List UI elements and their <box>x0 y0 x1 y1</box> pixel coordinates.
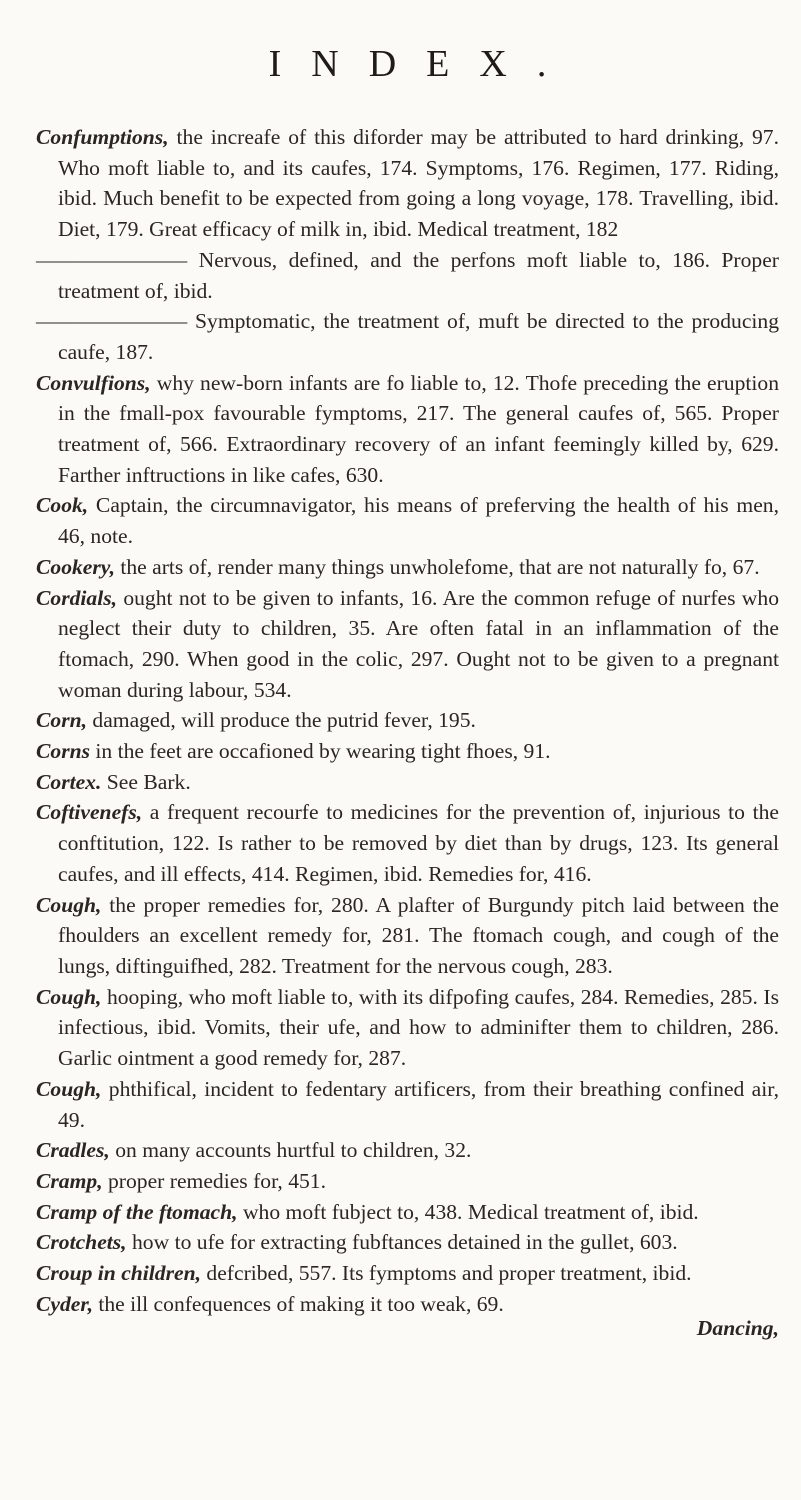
entry-text: Captain, the circumnavigator, his means of preferving the health of his men, 46, note. <box>58 493 779 549</box>
index-entry <box>36 1227 779 1258</box>
index-entry <box>36 306 779 367</box>
entry-text: the ill confequences of making it too weak, 69. <box>92 1291 504 1316</box>
entry-text: a frequent recourfe to medicines for the prevention of, injurious to the conftitution, 122. Is rather to be removed by diet than by drugs, 123. Its general caufes, and ill effects, 414. Regimen, ibid. Remedies for, 416. <box>58 800 779 886</box>
index-entry <box>36 1074 779 1135</box>
entry-headword: Cough, <box>36 892 102 917</box>
entry-text: on many accounts hurtful to children, 32. <box>109 1138 472 1163</box>
entry-headword: Cook, <box>36 493 89 518</box>
entry-headword: Corn, <box>36 708 88 733</box>
entry-text: who moft fubject to, 438. Medical treatment of, ibid. <box>237 1199 699 1224</box>
entry-text: the increafe of this diforder may be attributed to hard drinking, 97. Who moft liable to, and its caufes, 174. Symptoms, 176. Regimen, 177. Riding, ibid. Much benefit to be expected from going a long voyage, 178. Travelling, ibid. Diet, 179. Great efficacy of milk in, ibid. Medical treatment, 182 <box>58 125 779 242</box>
entry-text: the arts of, render many things unwholefome, that are not naturally fo, 67. <box>114 554 760 579</box>
index-entry <box>36 583 779 706</box>
entry-headword: Croup in children, <box>36 1261 202 1286</box>
index-entry <box>36 982 779 1074</box>
entry-headword: Cradles, <box>36 1138 110 1163</box>
index-entry <box>36 245 779 306</box>
index-entry <box>36 490 779 551</box>
entry-text: in the feet are occafioned by wearing tight fhoes, 91. <box>90 739 551 764</box>
entry-text: phthifical, incident to fedentary artificers, from their breathing confined air, 49. <box>58 1076 779 1132</box>
entry-text: Nervous, defined, and the perfons moft liable to, 186. Proper treatment of, ibid. <box>58 247 779 303</box>
index-entry <box>36 797 779 889</box>
entry-headword: Cramp, <box>36 1168 103 1193</box>
entry-text: why new-born infants are fo liable to, 12. Thofe preceding the eruption in the fmall-pox favourable fymptoms, 217. The general caufes of, 565. Proper treatment of, 566. Extraordinary recovery of an infant feemingly killed by, 629. Farther inftructions in like cafes, 630. <box>58 370 779 487</box>
index-entry <box>36 552 779 583</box>
entry-text: how to ufe for extracting fubftances detained in the gullet, 603. <box>126 1230 678 1255</box>
index-entries <box>36 122 779 1319</box>
index-entry <box>36 736 779 767</box>
entry-text: defcribed, 557. Its fymptoms and proper treatment, ibid. <box>201 1261 692 1286</box>
entry-headword: Cookery, <box>36 554 115 579</box>
entry-headword: Cough, <box>36 984 102 1009</box>
entry-headword: Cough, <box>36 1076 102 1101</box>
entry-headword: Corns <box>36 739 91 764</box>
entry-headword: Cortex. <box>36 769 102 794</box>
entry-text: Symptomatic, the treatment of, muft be directed to the producing caufe, 187. <box>58 309 779 364</box>
index-entry <box>36 890 779 982</box>
entry-headword: Convulfions, <box>36 370 151 395</box>
index-entry <box>36 368 779 491</box>
page-title: INDEX. <box>268 43 577 85</box>
entry-headword: ——————— <box>36 247 188 272</box>
entry-headword: Cramp of the ftomach, <box>36 1199 238 1224</box>
entry-text: proper remedies for, 451. <box>102 1168 327 1193</box>
index-entry <box>36 1197 779 1228</box>
entry-headword: Cyder, <box>36 1291 93 1316</box>
entry-text: damaged, will produce the putrid fever, 195. <box>87 708 476 733</box>
entry-text: the proper remedies for, 280. A plafter of Burgundy pitch laid between the fhoulders an excellent remedy for, 281. The ftomach cough, and cough of the lungs, diftinguifhed, 282. Treatment for the nervous cough, 283. <box>58 892 779 978</box>
index-entry <box>36 767 779 798</box>
index-entry <box>36 1135 779 1166</box>
index-entry <box>36 1258 779 1289</box>
index-entry <box>36 122 779 245</box>
entry-headword: Confumptions, <box>36 125 169 149</box>
entry-text: ought not to be given to infants, 16. Are the common refuge of nurfes who neglect their duty to children, 35. Are often fatal in an inflammation of the ftomach, 290. When good in the colic, 297. Ought not to be given to a pregnant woman during labour, 534. <box>58 585 779 702</box>
entry-headword: Cordials, <box>36 585 117 610</box>
entry-text: hooping, who moft liable to, with its difpofing caufes, 284. Remedies, 285. Is infectious, ibid. Vomits, their ufe, and how to adminifter them to children, 286. Garlic ointment a good remedy for, 287. <box>58 984 779 1071</box>
index-entry <box>36 705 779 736</box>
catchword: Dancing, <box>696 1316 779 1341</box>
entry-headword: ——————— <box>36 309 188 334</box>
entry-headword: Coftivenefs, <box>36 800 143 825</box>
index-entry <box>36 1166 779 1197</box>
entry-text: See Bark. <box>101 769 191 794</box>
entry-headword: Crotchets, <box>36 1230 127 1255</box>
